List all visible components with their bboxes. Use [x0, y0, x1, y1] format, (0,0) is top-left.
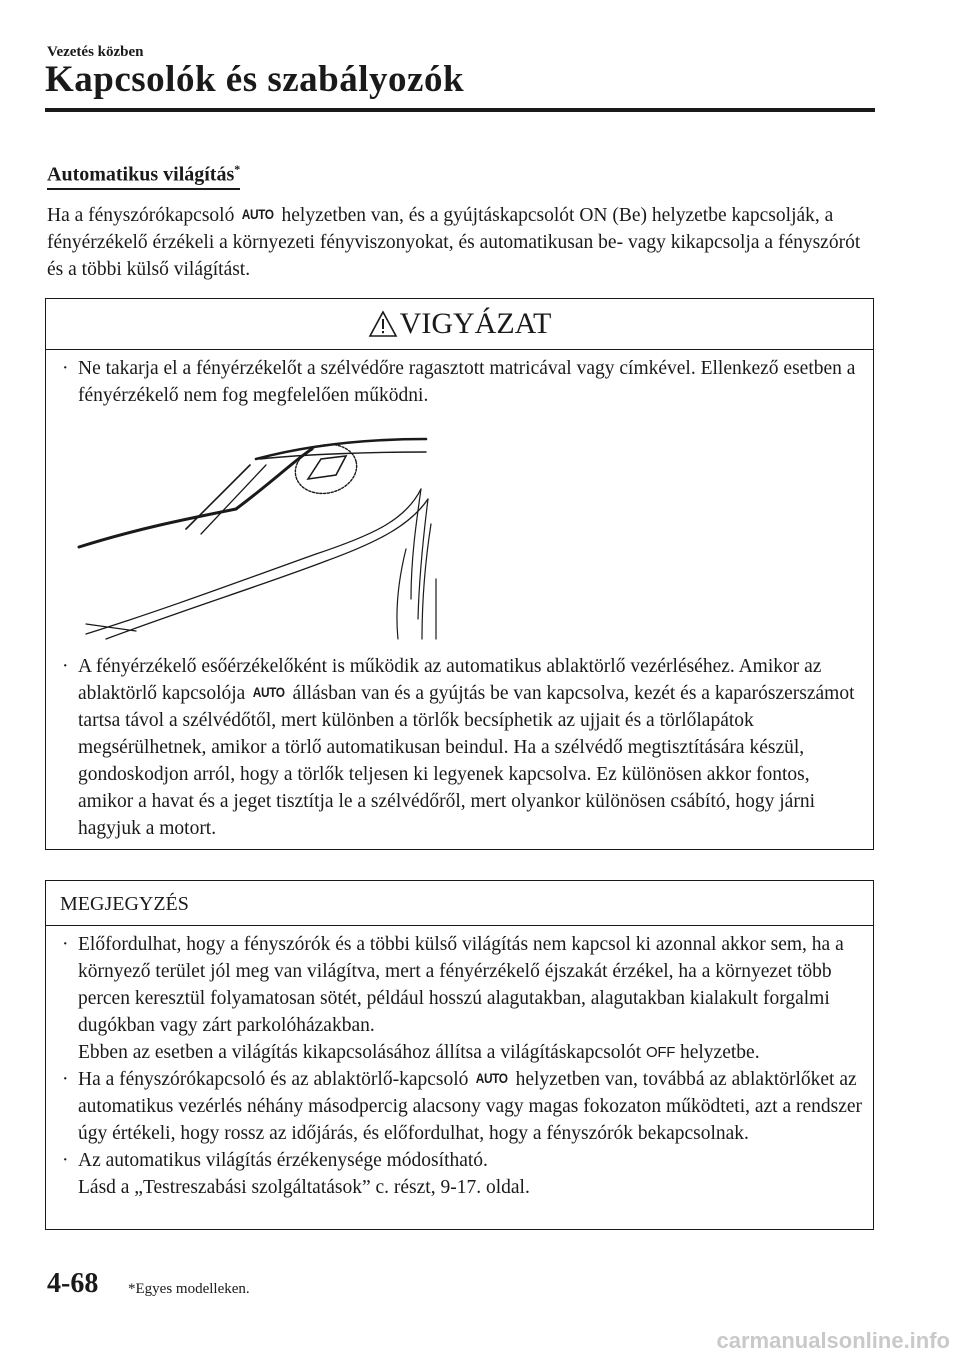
caution-list-top [46, 355, 856, 409]
caution-header [46, 299, 873, 350]
note-bullet-1-line2-after: helyzetbe. [675, 1042, 760, 1063]
note-box [45, 880, 874, 1230]
note-header: MEGJEGYZÉS [46, 881, 873, 926]
caution-bullet-1-text: Ne takarja el a fényérzékelőt a szélvédőre ragasztott matricával vagy címkével. Ellenkező esetben a fényérzékelő nem fog megfelelően működni. [78, 358, 856, 406]
note-bullet-2-text-after: helyzetben van, továbbá az ablaktörlőket az automatikus vezérlés néhány másodpercig alacsony vagy magas fokozaton működteti, azt a rendszer úgy értékeli, hogy rossz az időjárás, és előfordulhat, hogy a fényszórók bekapcsolnak. [78, 1069, 863, 1144]
warning-triangle-icon [368, 310, 398, 338]
caution-title: VIGYÁZAT [399, 307, 552, 340]
caution-list-bottom [46, 653, 856, 842]
auto-symbol-icon: AUTO [242, 206, 274, 222]
intro-paragraph [47, 202, 877, 283]
caution-bullet-1 [46, 355, 856, 409]
section-heading [47, 162, 240, 190]
caution-bullet-2-text-before: A fényérzékelő esőérzékelőként is működik az automatikus ablaktörlő vezérléséhez. Amikor az ablaktörlő kapcsolója [78, 656, 822, 704]
bullet-dot: · [62, 1069, 69, 1090]
note-bullet-1-text: Előfordulhat, hogy a fényszórók és a többi külső világítás nem kapcsol ki azonnal akkor sem, ha a környező terület jól meg van világítva, mert a fényérzékelő éjszakát érzékel, ha a környezet több percen keresztül folyamatosan sötét, például hosszú alagutakban, alagutakban kialakult forgalmi dugókban vagy zárt parkolóházakban. [78, 934, 844, 1036]
note-bullet-3 [46, 1147, 866, 1201]
caution-bullet-2-text-after: állásban van és a gyújtás be van kapcsolva, kezét és a kaparószerszámot tartsa távol a szélvédőtől, mert különben a törlők becsíphetik az ujjait és a törlőlapátok megsérülhetnek, amikor a törlő automatikusan beindul. Ha a szélvédő megtisztítására készül, gondoskodjon arról, hogy a törlők teljesen ki legyenek kapcsolva. Ez különösen akkor fontos, amikor a havat és a jeget tisztítja le a szélvédőről, mert olyankor különösen csábító, hogy járni hagyjuk a motort. [78, 683, 855, 839]
chapter-kicker: Vezetés közben [47, 44, 144, 60]
bullet-dot: · [62, 358, 69, 379]
caution-box [45, 298, 874, 850]
auto-symbol-icon: AUTO [253, 684, 285, 700]
note-bullet-1-line2-before: Ebben az esetben a világítás kikapcsolásához állítsa a világításkapcsolót [78, 1042, 647, 1063]
off-symbol-icon: OFF [646, 1044, 676, 1061]
auto-symbol-icon: AUTO [476, 1070, 508, 1086]
note-list [46, 931, 866, 1201]
section-heading-text: Automatikus világítás [47, 163, 235, 186]
caution-bullet-2 [46, 653, 856, 842]
note-bullet-3-line2[interactable]: Lásd a „Testreszabási szolgáltatások” c. részt, 9-17. oldal. [78, 1177, 530, 1198]
bullet-dot: · [62, 656, 69, 677]
header-rule [45, 108, 875, 112]
bullet-dot: · [62, 934, 69, 955]
bullet-dot: · [62, 1150, 69, 1171]
page-number: 4-68 [47, 1268, 99, 1299]
footnote: *Egyes modelleken. [128, 1281, 250, 1297]
note-bullet-3-line1: Az automatikus világítás érzékenysége módosítható. [78, 1150, 488, 1171]
intro-text-before: Ha a fényszórókapcsoló [47, 205, 240, 226]
note-bullet-2 [46, 1066, 866, 1147]
windshield-light-sensor-illustration [76, 429, 476, 641]
watermark: carmanualsonline.info [716, 1328, 950, 1353]
page-title: Kapcsolók és szabályozók [45, 59, 465, 100]
note-bullet-1 [46, 931, 866, 1066]
note-bullet-2-text-before: Ha a fényszórókapcsoló és az ablaktörlő-kapcsoló [78, 1069, 474, 1090]
intro-text-after: helyzetben van, és a gyújtáskapcsolót ON (Be) helyzetbe kapcsolják, a fényérzékelő érzékeli a környezeti fényviszonyokat, és automatikusan be- vagy kikapcsolja a fényszórót és a többi külső világítást. [47, 205, 861, 280]
section-heading-footnote-mark: * [234, 162, 241, 176]
